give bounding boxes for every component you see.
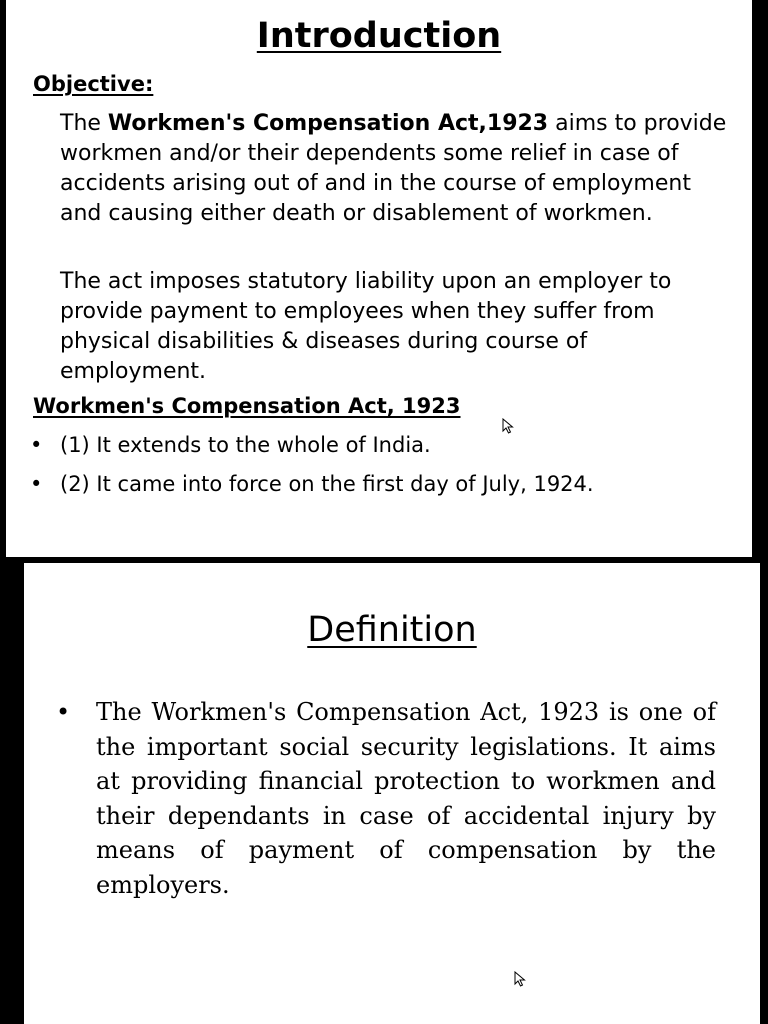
definition-paragraph: The Workmen's Compensation Act, 1923 is one of the important social security legislations. It aims at providing financial protection to workmen and their dependants in case of accidental injury by means of payment of compensation by the employers.: [96, 698, 716, 899]
list-item: • (1) It extends to the whole of India.: [30, 433, 431, 457]
slide-title-introduction: Introduction: [256, 16, 502, 56]
slide-introduction: [6, 0, 752, 557]
slide-title-definition: Definition: [307, 610, 477, 650]
slide-definition: [24, 563, 760, 1024]
objective-paragraph-2: The act imposes statutory liability upon an employer to provide payment to employees when they suffer from physical disabilities & diseases during course of employment.: [60, 269, 672, 384]
objective-heading: Objective:: [33, 72, 154, 96]
bullet-dot: •: [56, 698, 71, 726]
list-item: • (2) It came into force on the first day of July, 1924.: [30, 472, 594, 496]
act-heading: Workmen's Compensation Act, 1923: [33, 394, 461, 418]
objective-paragraph-1: The Workmen's Compensation Act,1923 aims to provide workmen and/or their dependents some relief in case of accidents arising out of and in the course of employment and causing either death or disablement of workmen.: [60, 111, 727, 226]
